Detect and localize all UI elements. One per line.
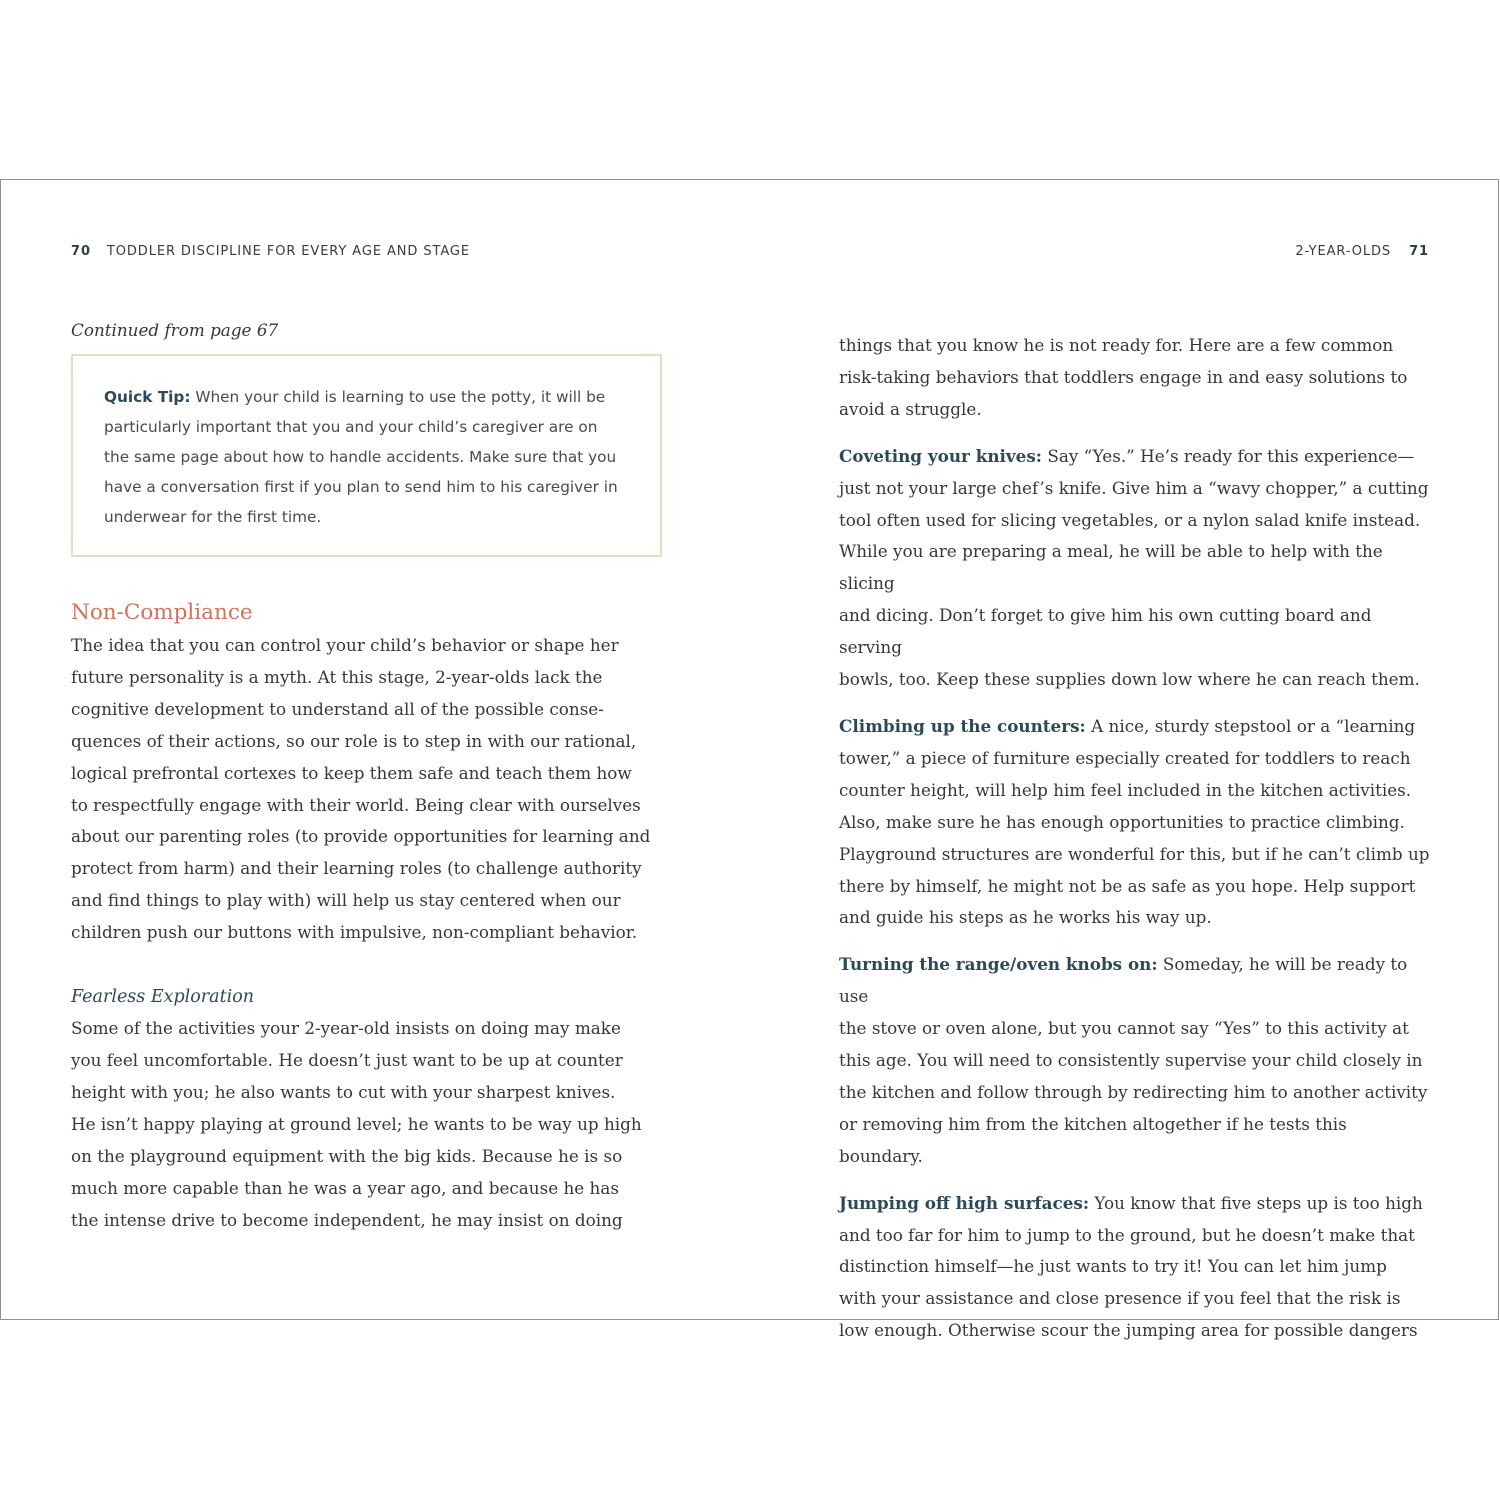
subheading-fearless-exploration: Fearless Exploration (71, 987, 255, 1008)
text-line: protect from harm) and their learning roles (to challenge authority (71, 858, 642, 879)
text-line: low enough. Otherwise scour the jumping area for possible dangers (839, 1320, 1418, 1341)
text-line: with your assistance and close presence if you feel that the risk is (839, 1288, 1401, 1309)
text-line: counter height, will help him feel included in the kitchen activities. (839, 779, 1412, 800)
text-line: risk-taking behaviors that toddlers engage in and easy solutions to (839, 366, 1408, 387)
text-line: Jumping off high surfaces: You know that five steps up is too high (839, 1192, 1423, 1213)
item-label: Turning the range/oven knobs on: (839, 954, 1158, 975)
item-label: Coveting your knives: (839, 445, 1042, 466)
text-line: to respectfully engage with their world. Being clear with ourselves (71, 794, 641, 815)
right-page-number: 71 (1409, 244, 1429, 259)
left-page-number: 70 (71, 244, 91, 259)
quick-tip-box (71, 354, 662, 557)
text-line: on the playground equipment with the big kids. Because he is so (71, 1145, 623, 1166)
right-running-title: 2-YEAR-OLDS (1295, 244, 1392, 259)
text-line: this age. You will need to consistently supervise your child closely in (839, 1050, 1423, 1071)
item-jumping-surfaces (839, 1188, 1431, 1348)
left-running-head (71, 244, 470, 259)
continued-note: Continued from page 67 (71, 320, 279, 340)
text-line: quences of their actions, so our role is to step in with our rational, (71, 730, 637, 751)
text-line: you feel uncomfortable. He doesn’t just want to be up at counter (71, 1049, 623, 1070)
text-line: The idea that you can control your child’s behavior or shape her (71, 635, 619, 655)
text-line: future personality is a myth. At this stage, 2-year-olds lack the (71, 666, 603, 687)
text-line: Climbing up the counters: A nice, sturdy stepstool or a “learning (839, 715, 1416, 736)
left-running-title: TODDLER DISCIPLINE FOR EVERY AGE AND STAGE (106, 244, 470, 259)
text-line: tool often used for slicing vegetables, or a nylon salad knife instead. (839, 509, 1421, 530)
item-oven-knobs (839, 949, 1431, 1172)
text-line: tower,” a piece of furniture especially created for toddlers to reach (839, 747, 1411, 768)
section-heading-non-compliance: Non-Compliance (71, 600, 253, 625)
fearless-exploration-paragraph (71, 1013, 663, 1236)
text-line: Also, make sure he has enough opportunities to practice climbing. (839, 811, 1405, 832)
text-line: and too far for him to jump to the ground, but he doesn’t make that (839, 1224, 1415, 1245)
text-line: the kitchen and follow through by redirecting him to another activity (839, 1081, 1428, 1102)
left-page (71, 314, 663, 1236)
quick-tip-line: particularly important that you and your child’s caregiver are on (104, 418, 598, 436)
text-line: much more capable than he was a year ago, and because he has (71, 1177, 619, 1198)
text-line: cognitive development to understand all of the possible conse- (71, 698, 604, 719)
item-coveting-knives (839, 441, 1431, 696)
item-label: Jumping off high surfaces: (839, 1192, 1090, 1213)
text-line: just not your large chef’s knife. Give him a “wavy chopper,” a cutting (839, 477, 1429, 498)
item-climbing-counters (839, 711, 1431, 934)
text-line: Coveting your knives: Say “Yes.” He’s ready for this experience— (839, 445, 1415, 466)
text-line: Turning the range/oven knobs on: Someday, he will be ready to use (839, 954, 1408, 1007)
quick-tip-line: the same page about how to handle accidents. Make sure that you (104, 448, 617, 466)
text-line: While you are preparing a meal, he will be able to help with the slicing (839, 541, 1383, 594)
text-line: bowls, too. Keep these supplies down low where he can reach them. (839, 669, 1420, 690)
text-line: Some of the activities your 2-year-old insists on doing may make (71, 1018, 621, 1039)
intro-paragraph (839, 330, 1431, 426)
text-line: and guide his steps as he works his way up. (839, 907, 1212, 928)
text-line: children push our buttons with impulsive, non-compliant behavior. (71, 922, 638, 943)
text-line: the stove or oven alone, but you cannot say “Yes” to this activity at (839, 1018, 1409, 1039)
quick-tip-label: Quick Tip: (104, 388, 191, 406)
text-line: avoid a struggle. (839, 398, 982, 419)
text-line: He isn’t happy playing at ground level; he wants to be way up high (71, 1113, 642, 1134)
text-line: there by himself, he might not be as safe as you hope. Help support (839, 875, 1416, 896)
text-line: things that you know he is not ready for. Here are a few common (839, 335, 1394, 355)
text-line: distinction himself—he just wants to try it! You can let him jump (839, 1256, 1387, 1277)
quick-tip-line: Quick Tip: When your child is learning to use the potty, it will be (104, 388, 606, 406)
item-label: Climbing up the counters: (839, 715, 1086, 736)
text-line: or removing him from the kitchen altogether if he tests this boundary. (839, 1113, 1347, 1166)
text-line: the intense drive to become independent, he may insist on doing (71, 1209, 623, 1230)
text-line: and find things to play with) will help us stay centered when our (71, 890, 621, 911)
text-line: logical prefrontal cortexes to keep them safe and teach them how (71, 762, 632, 783)
right-running-head (1295, 244, 1429, 259)
text-line: about our parenting roles (to provide opportunities for learning and (71, 826, 651, 847)
text-line: height with you; he also wants to cut with your sharpest knives. (71, 1081, 616, 1102)
text-line: Playground structures are wonderful for this, but if he can’t climb up (839, 843, 1430, 864)
quick-tip-line: underwear for the first time. (104, 508, 322, 526)
quick-tip-line: have a conversation first if you plan to send him to his caregiver in (104, 478, 618, 496)
right-page (839, 330, 1431, 1362)
text-line: and dicing. Don’t forget to give him his own cutting board and serving (839, 605, 1372, 658)
non-compliance-paragraph (71, 630, 663, 949)
